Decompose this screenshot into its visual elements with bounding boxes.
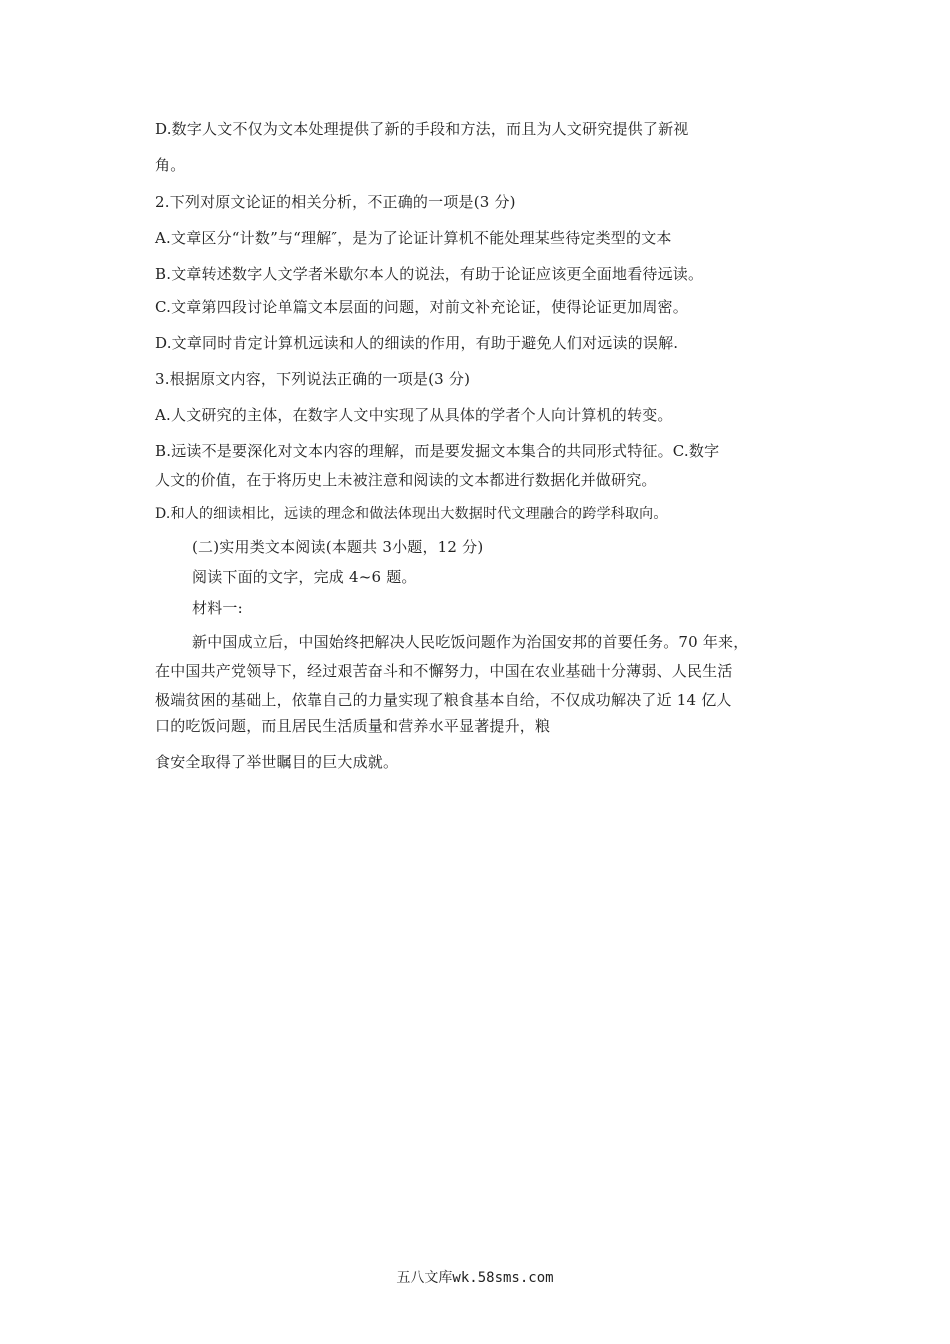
- question-2-stem: 2.下列对原文论证的相关分析，不正确的一项是(3 分): [155, 193, 516, 211]
- question-3-option-b-c: B.远读不是要深化对文本内容的理解，而是要发掘文本集合的共同形式特征。C.数字: [155, 442, 720, 460]
- reading-instruction: 阅读下面的文字，完成 4~6 题。: [192, 568, 417, 586]
- section-heading: (二)实用类文本阅读(本题共 3小题，12 分): [192, 538, 484, 556]
- question-2-option-b: B.文章转述数字人文学者米歇尔本人的说法，有助于论证应该更全面地看待远读。: [155, 265, 704, 283]
- option-d-text: D.数字人文不仅为文本处理提供了新的手段和方法，而且为人文研究提供了新视: [155, 120, 689, 138]
- material-paragraph-line-3: 极端贫困的基础上，依靠自己的力量实现了粮食基本自给，不仅成功解决了近 14 亿人: [155, 691, 732, 709]
- question-3-stem: 3.根据原文内容，下列说法正确的一项是(3 分): [155, 370, 471, 388]
- question-2-option-a: A.文章区分“计数”与“理解″，是为了论证计算机不能处理某些待定类型的文本: [155, 229, 672, 247]
- question-2-option-d: D.文章同时肯定计算机远读和人的细读的作用，有助于避免人们对远读的误解.: [155, 334, 679, 352]
- question-3-option-c-continued: 人文的价值，在于将历史上未被注意和阅读的文本都进行数据化并做研究。: [155, 471, 657, 489]
- material-paragraph-line-4: 口的吃饭问题，而且居民生活质量和营养水平显著提升，粮: [155, 717, 551, 735]
- question-3-option-a: A.人文研究的主体，在数字人文中实现了从具体的学者个人向计算机的转变。: [155, 406, 673, 424]
- footer-watermark: 五八文库wk.58sms.com: [396, 1270, 554, 1286]
- question-3-option-d: D.和人的细读相比，远读的理念和做法体现出大数据时代文理融合的跨学科取向。: [155, 506, 668, 522]
- material-label: 材料一:: [192, 599, 243, 617]
- option-d-text-continued: 角。: [155, 156, 186, 174]
- question-2-option-c: C.文章第四段讨论单篇文本层面的问题，对前文补充论证，使得论证更加周密。: [155, 298, 688, 316]
- material-paragraph-line-2: 在中国共产党领导下，经过艰苦奋斗和不懈努力，中国在农业基础十分薄弱、人民生活: [155, 662, 733, 680]
- material-paragraph-line-5: 食安全取得了举世瞩目的巨大成就。: [155, 753, 399, 771]
- material-paragraph-line-1: 新中国成立后，中国始终把解决人民吃饭问题作为治国安邦的首要任务。70 年来，: [192, 633, 749, 651]
